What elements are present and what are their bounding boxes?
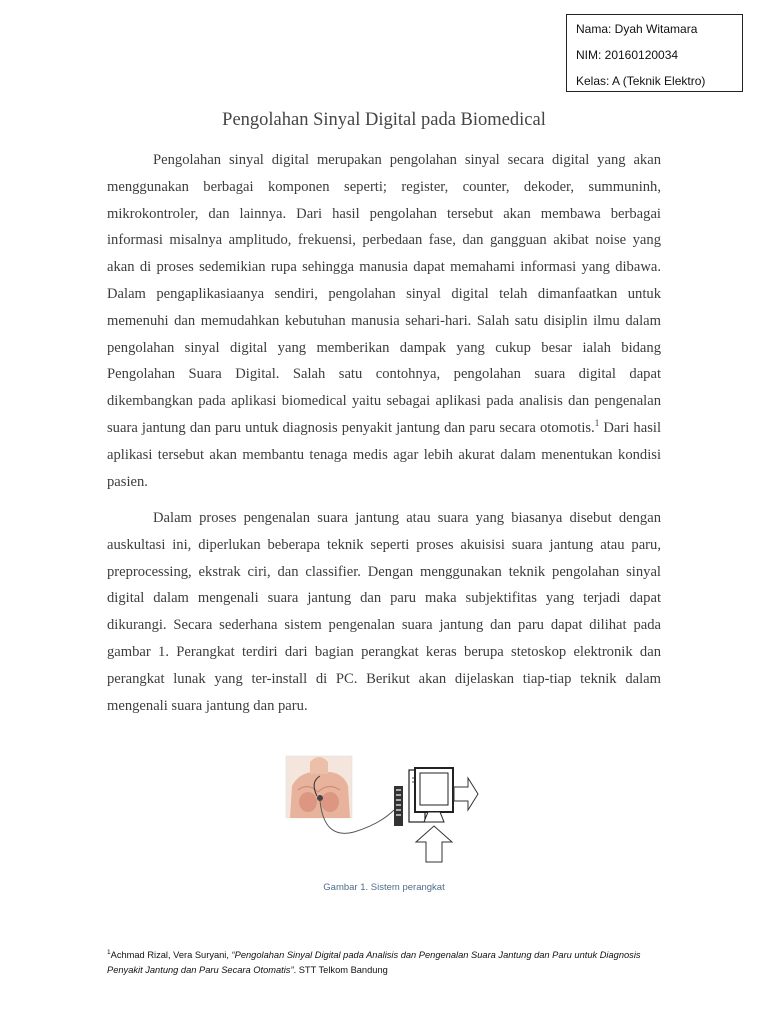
paragraph-2-text: Dalam proses pengenalan suara jantung atau suara yang biasanya disebut dengan auskultasi ini, diperlukan beberapa teknik seperti proses akuisisi suara jantung atau paru, preprocessing, ekstrak ciri, dan classifier. Dengan menggunakan teknik pengolahan sinyal digital dalam mengenali suara jantung dan paru maka subjektifitas yang terjadi dapat dikurangi. Secara sederhana sistem pengenalan suara jantung dan paru dapat dilihat pada gambar 1. Perangkat terdiri dari bagian perangkat keras berupa stetoskop elektronik dan perangkat lunak yang ter-install di PC. Berikut akan dijelaskan tiap-tiap teknik dalam mengenali suara jantung dan paru. <box>107 510 661 714</box>
footnote-source: . STT Telkom Bandung <box>293 965 388 975</box>
paragraph-2 <box>107 505 661 719</box>
document-title: Pengolahan Sinyal Digital pada Biomedical <box>222 110 546 130</box>
pc-computer-icon <box>409 768 453 822</box>
paragraph-1 <box>107 147 661 495</box>
student-nim: NIM: 20160120034 <box>576 48 679 62</box>
student-class: Kelas: A (Teknik Elektro) <box>576 74 706 88</box>
system-diagram-figure <box>284 748 484 868</box>
electronic-stethoscope-device <box>394 786 403 826</box>
student-info-box <box>566 14 743 92</box>
student-name: Nama: Dyah Witamara <box>576 22 698 36</box>
footnote-number: 1 <box>107 948 111 956</box>
footnote-paper-title: “Pengolahan Sinyal Digital pada Analisis dan Pengenalan Suara Jantung dan Paru untuk Diagnosis Penyakit Jantung dan Paru Secara Otomatis” <box>107 950 641 975</box>
paragraph-1-text: Pengolahan sinyal digital merupakan pengolahan sinyal secara digital yang akan menggunakan berbagai komponen seperti; register, counter, dekoder, summuninh, mikrokontroler, dan lainnya. Dari hasil pengolahan tersebut akan membawa berbagai informasi misalnya amplitudo, frekuensi, perbedaan fase, dan gangguan akibat noise yang akan di proses sedemikian rupa sehingga manusia dapat memahami informasi yang dibawa. Dalam pengaplikasiaanya sendiri, pengolahan sinyal digital telah dimanfaatkan untuk memenuhi dan memudahkan kebutuhan manusia sehari-hari. Salah satu disiplin ilmu dalam pengolahan sinyal digital yang memberikan dampak yang cukup besar ialah bidang Pengolahan Suara Digital. Salah satu contohnya, pengolahan suara digital dapat dikembangkan pada aplikasi biomedical yaitu sebagai aplikasi pada analisis dan pengenalan suara jantung dan paru untuk diagnosis penyakit jantung dan paru secara otomotis. <box>107 152 661 436</box>
footnote <box>107 948 667 978</box>
input-arrow-icon <box>416 826 452 862</box>
footnote-reference[interactable]: 1 <box>594 418 600 429</box>
output-arrow-icon <box>454 778 478 810</box>
paragraph-1-text-after: Dari hasil aplikasi tersebut akan membantu tenaga medis agar lebih akurat dalam menentukan kondisi pasien. <box>107 419 661 490</box>
figure-caption: Gambar 1. Sistem perangkat <box>323 882 445 893</box>
footnote-authors: Achmad Rizal, Vera Suryani, <box>110 950 232 960</box>
patient-chest-image <box>286 756 352 818</box>
